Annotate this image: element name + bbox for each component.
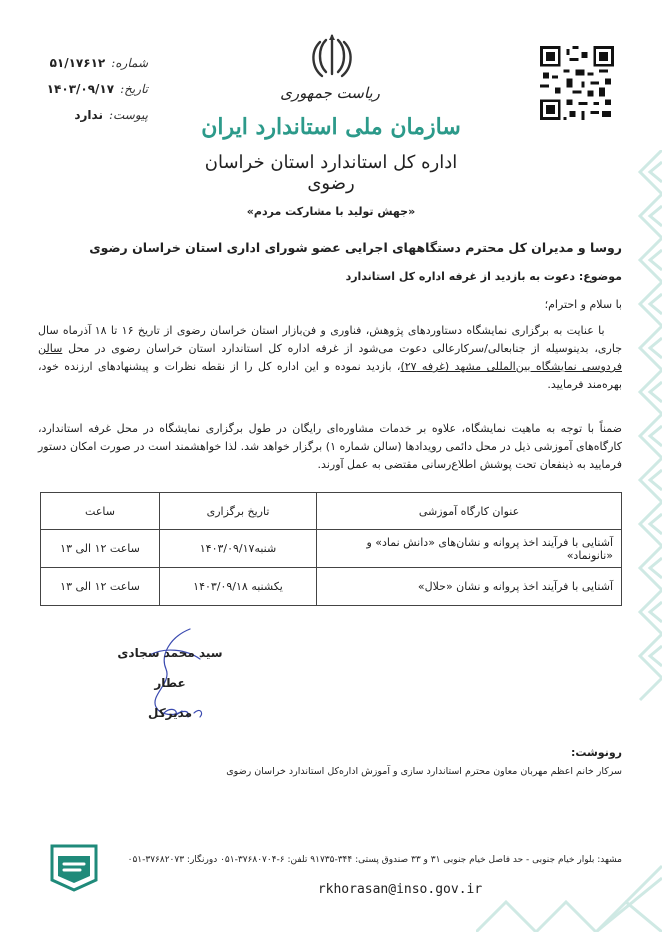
signatory [110, 638, 230, 728]
recipient: روسا و مدیران کل محترم دستگاههای اجرایی عضو شورای اداری استان خراسان رضوی [89, 240, 622, 255]
inso-logo-icon [46, 840, 102, 894]
header-workshop-title: عنوان کارگاه آموزشی [317, 493, 622, 530]
workshop-title: آشنایی با فرآیند اخذ پروانه و نشان‌های «دانش نماد» و «نانونماد» [317, 530, 622, 568]
decorative-pattern-corner [476, 860, 662, 932]
qr-code-icon [540, 46, 614, 120]
signatory-name: سید محمد سجادی عطار [117, 646, 223, 690]
slogan: «جهش تولید با مشارکت مردم» [246, 205, 416, 218]
body-paragraph-1 [38, 322, 622, 394]
venue-underlined: سالن فردوسی نمایشگاه بین‌المللی مشهد (غرفه ۲۷) [38, 342, 622, 373]
letter-attachment-label: پیوست: [108, 108, 148, 122]
table-row [41, 568, 622, 606]
paragraph-1-start: با عنایت به برگزاری نمایشگاه دستاوردهای پژوهش، فناوری و فن‌بازار استان خراسان رضوی از تاریخ ۱۶ تا ۱۸ آذرماه سال جاری، بدینوسیله از جنابعالی/سرکارعالی دعوت می‌شود از غرفه اداره کل استاندارد استان خراسان رضوی در محل [38, 324, 622, 355]
letter-date-row [38, 76, 148, 102]
decorative-pattern [634, 150, 662, 710]
footer-address: مشهد: بلوار خیام جنوبی - حد فاصل خیام جنوبی ۳۱ و ۳۳ صندوق پستی: ۳۴۴-۹۱۷۳۵ تلفن: ۶-۳۷۶۸۰۷۰۴-۰۵۱ دورنگار: ۳۷۶۸۲۰۷۳-۰۵۱ [127, 855, 622, 865]
workshop-table [40, 492, 622, 606]
greeting: با سلام و احترام؛ [544, 298, 622, 311]
org-line-presidency: ریاست جمهوری [280, 84, 380, 102]
iran-emblem-icon [308, 32, 356, 80]
letter-date-label: تاریخ: [120, 82, 148, 96]
workshop-date: یکشنبه ۱۴۰۳/۰۹/۱۸ [160, 568, 317, 606]
letter-number-row [38, 50, 148, 76]
letter-number: ۵۱/۱۷۶۱۲ [49, 56, 106, 70]
letter-date: ۱۴۰۳/۰۹/۱۷ [46, 82, 115, 96]
workshop-date: شنبه۱۴۰۳/۰۹/۱۷ [160, 530, 317, 568]
cc-label: رونوشت: [570, 746, 622, 759]
letter-attachment-row [38, 102, 148, 128]
footer-email: rkhorasan@inso.gov.ir [317, 882, 483, 897]
subject-line: موضوع: دعوت به بازدید از غرفه اداره کل استاندارد [345, 270, 622, 283]
table-row [41, 530, 622, 568]
header-time: ساعت [41, 493, 160, 530]
letter-attachment: ندارد [74, 108, 103, 122]
letter-number-label: شماره: [111, 56, 148, 70]
org-line-national-standards: سازمان ملی استاندارد ایران [201, 114, 461, 140]
workshop-time: ساعت ۱۲ الی ۱۳ [41, 530, 160, 568]
paragraph-1-end: ، بازدید نموده و این اداره کل را از نقطه نظرات و پیشنهادهای ارزنده خود، بهره‌مند فرمایید. [38, 360, 622, 391]
workshop-title: آشنایی با فرآیند اخذ پروانه و نشان «حلال» [317, 568, 622, 606]
org-line-provincial-office: اداره کل استاندارد استان خراسان رضوی [204, 152, 458, 194]
table-header-row [41, 493, 622, 530]
signatory-title: مدیرکل [147, 706, 193, 720]
header-date: تاریخ برگزاری [160, 493, 317, 530]
body-paragraph-2: ضمناً با توجه به ماهیت نمایشگاه، علاوه بر خدمات مشاوره‌ای رایگان در طول برگزاری نمایشگاه در محل غرفه استاندارد، کارگاه‌های آموزشی ذیل در محل دائمی رویدادها (سالن شماره ۱) برگزار خواهد شد. لذا خواهشمند است در صورت امکان دستور فرمایید به ذینفعان تحت پوشش اطلاع‌رسانی مقتضی به عمل آورند. [38, 422, 622, 471]
workshop-time: ساعت ۱۲ الی ۱۳ [41, 568, 160, 606]
cc-recipient: سرکار خانم اعظم مهربان معاون محترم استاندارد سازی و آموزش اداره‌کل استاندارد خراسان رضوی [226, 766, 622, 777]
letter-meta [38, 50, 148, 128]
